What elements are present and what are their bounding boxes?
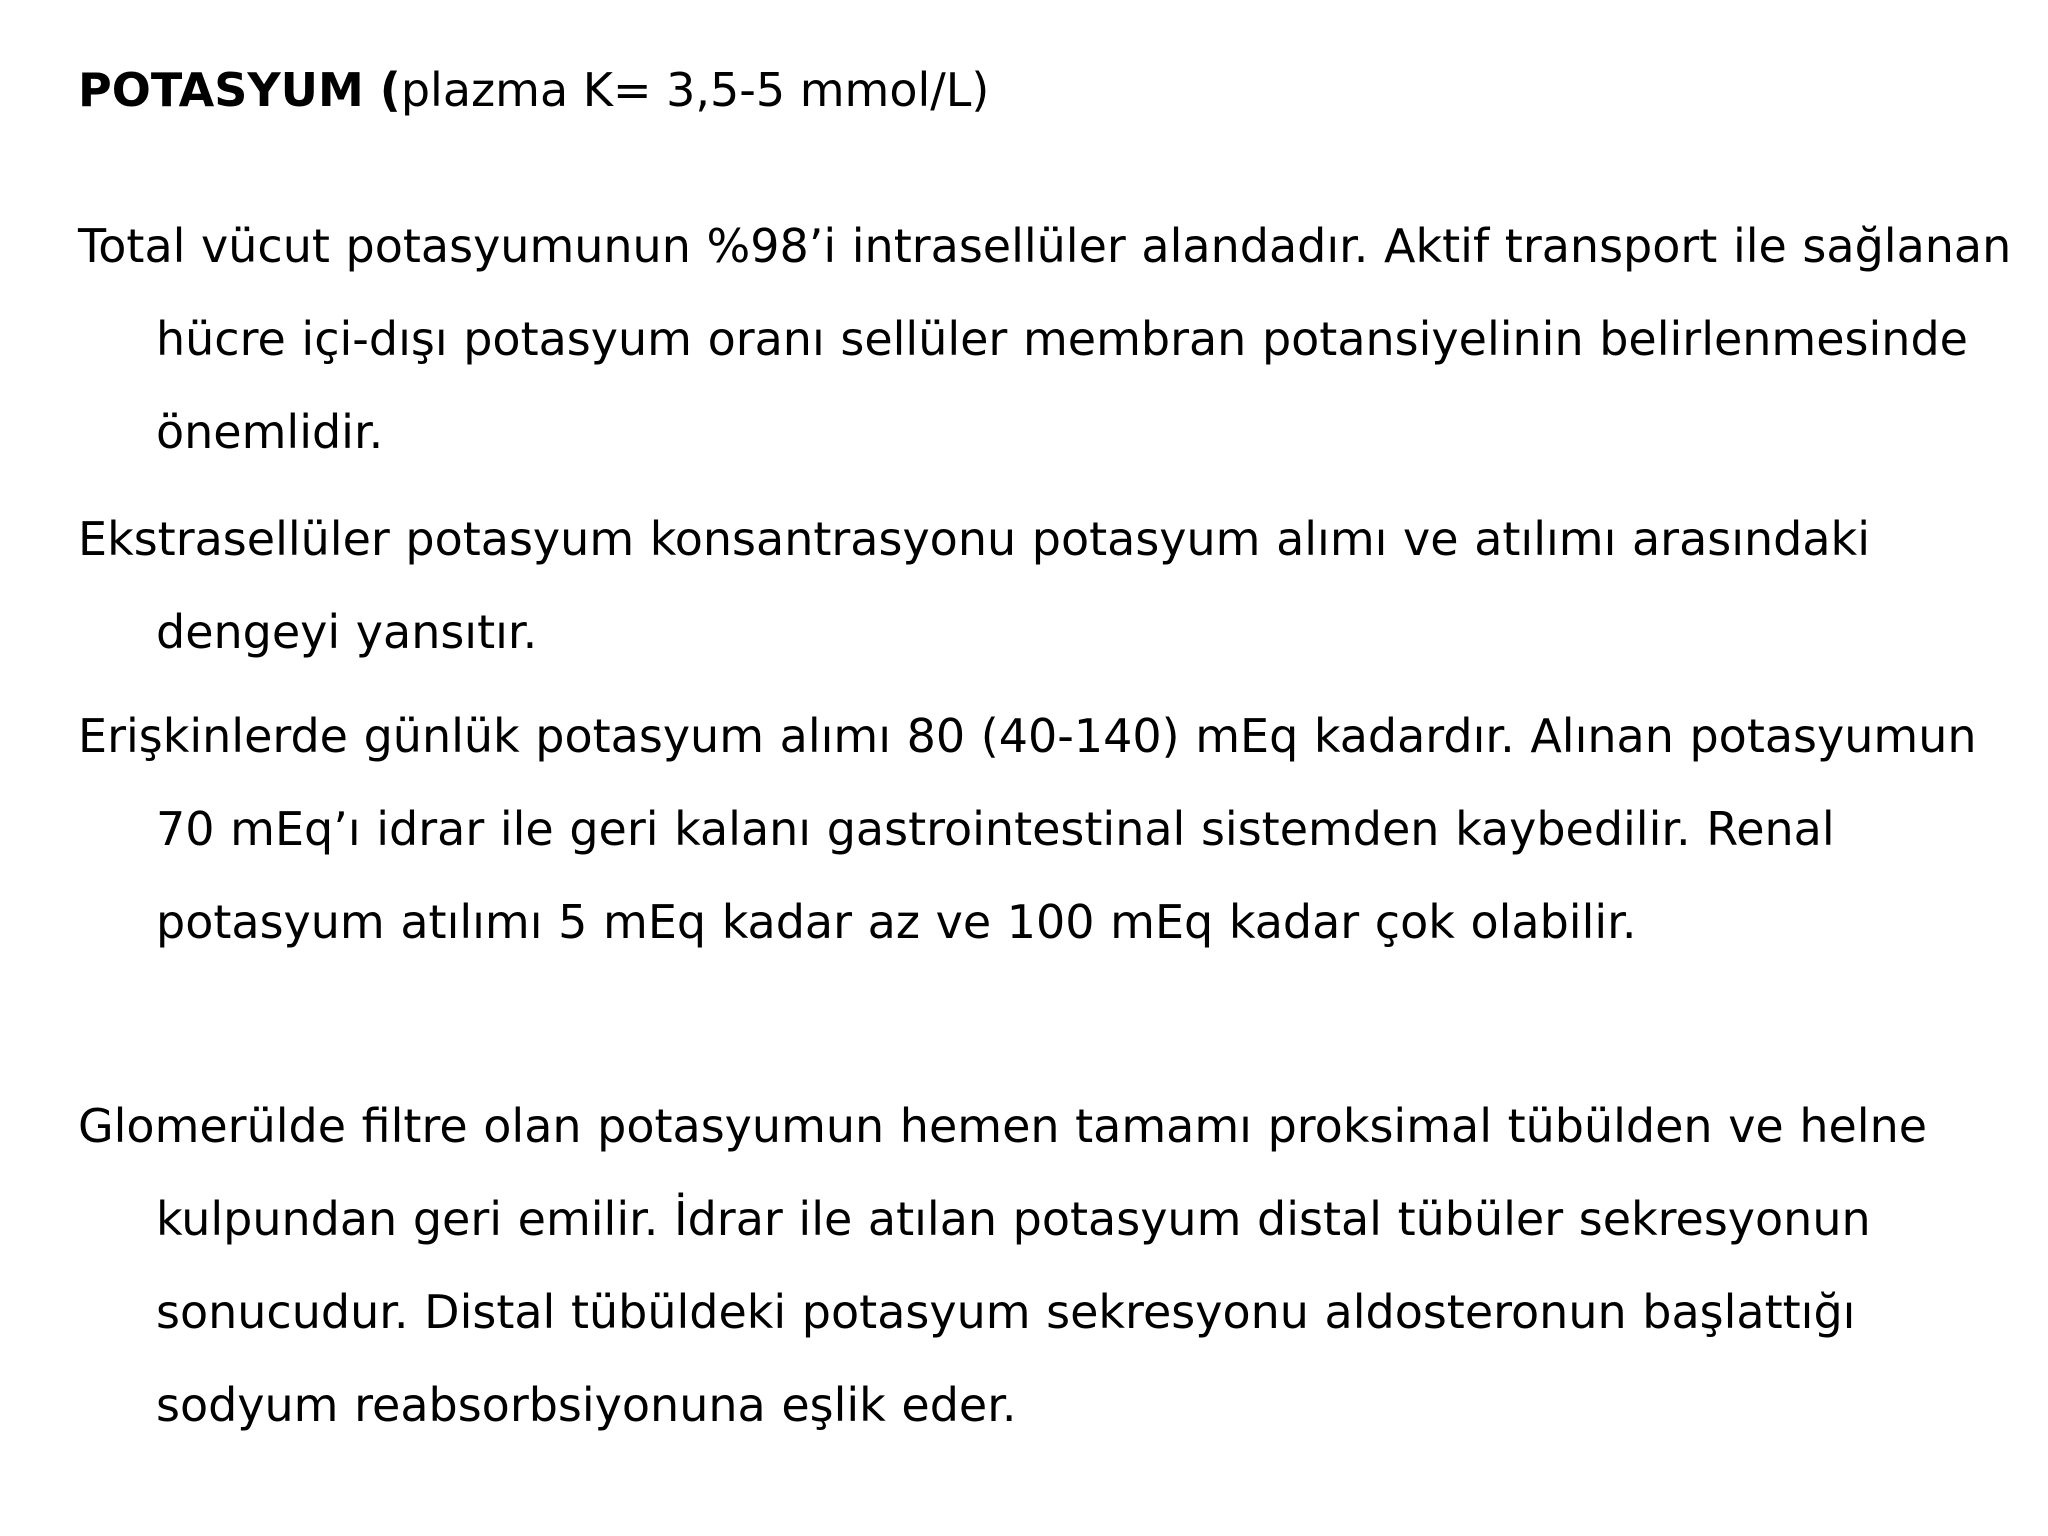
paragraph-extracellular-potassium: Ekstrasellüler potasyum konsantrasyonu potasyum alımı ve atılımı arasındaki dengeyi yansıtır.: [78, 512, 1870, 659]
slide-title: [78, 60, 989, 120]
title-bold-part: POTASYUM (: [78, 63, 401, 117]
title-normal-part: plazma K= 3,5-5 mmol/L): [400, 63, 990, 117]
paragraph-daily-intake: Erişkinlerde günlük potasyum alımı 80 (40-140) mEq kadardır. Alınan potasyumun 70 mEq’ı idrar ile geri kalanı gastrointestinal sistemden kaybedilir. Renal potasyum atılımı 5 mEq kadar az ve 100 mEq kadar çok olabilir.: [78, 709, 1977, 949]
paragraph-glomerular-filtration: Glomerülde filtre olan potasyumun hemen tamamı proksimal tübülden ve helne kulpundan geri emilir. İdrar ile atılan potasyum distal tübüler sekresyonun sonucudur. Distal tübüldeki potasyum sekresyonu aldosteronun başlattığı sodyum reabsorbsiyonuna eşlik eder.: [78, 1099, 1928, 1432]
paragraph-total-potassium: Total vücut potasyumunun %98’i intrasellüler alandadır. Aktif transport ile sağlanan hücre içi-dışı potasyum oranı sellüler membran potansiyelinin belirlenmesinde önemlidir.: [78, 219, 2012, 459]
